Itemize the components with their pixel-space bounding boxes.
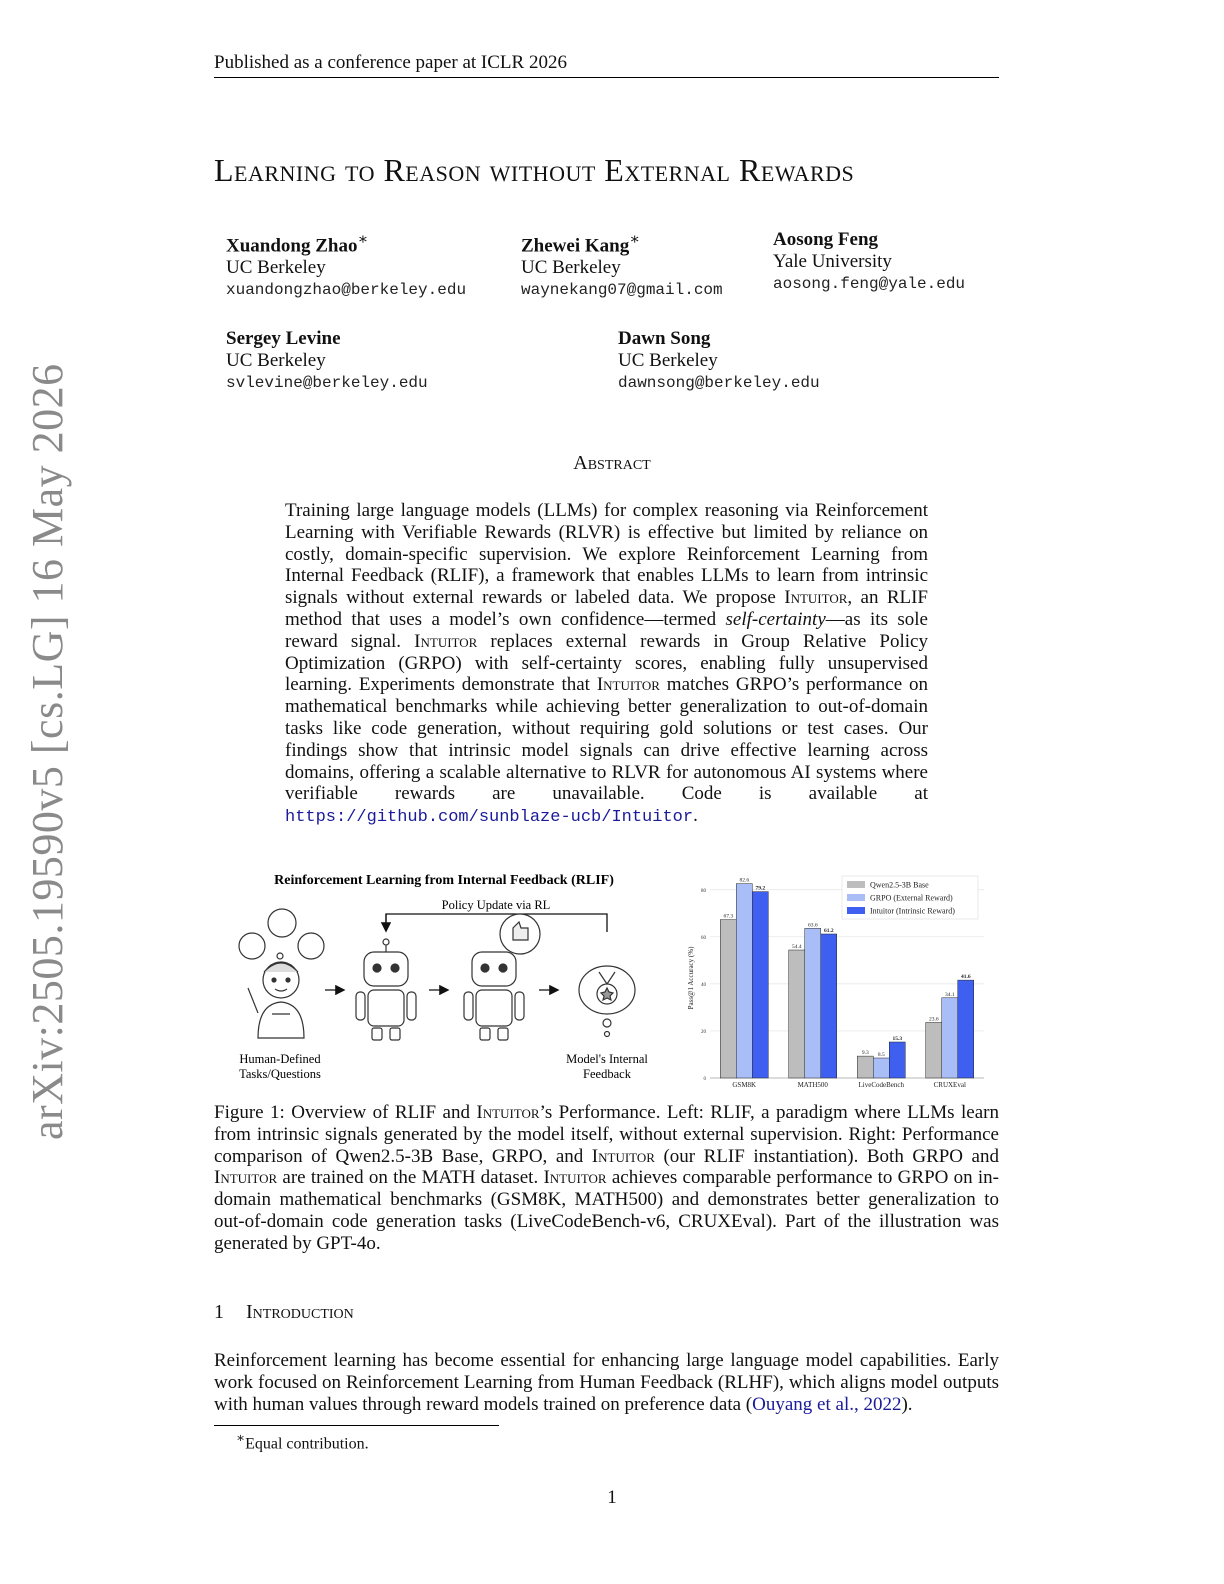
caption-text: Figure 1: Overview of RLIF and [214,1102,477,1123]
x-tick-label: MATH500 [797,1081,828,1089]
bar-value-label: 63.6 [807,922,818,929]
abstract-text: , an RLIF method that uses a model’s own confidence—termed [285,587,928,630]
caption-text: (our RLIF instantiation). Both GRPO and [654,1145,999,1167]
human-label-line-1: Human-Defined [239,1052,321,1066]
human-icon [239,909,324,1038]
author-block-1 [226,229,466,301]
author-affiliation: UC Berkeley [226,257,326,279]
method-name: Intuitor [543,1167,607,1189]
author-block-2 [521,229,723,301]
policy-update-label: Policy Update via RL [441,898,551,912]
equal-contribution-mark: ∗ [629,231,640,248]
bar [873,1058,889,1078]
header-rule [214,77,999,78]
author-affiliation: UC Berkeley [618,350,718,371]
author-email[interactable]: xuandongzhao@berkeley.edu [226,281,467,300]
bar-value-label: 67.3 [723,913,734,920]
intro-text: Reinforcement learning has become essential for enhancing large language model capabilities. Early work focused on Reinforcement Learning from Human Feedback (RLHF), which aligns model outputs with human values through reward models trained on preference data ( [214,1350,999,1415]
paper-title: Learning to Reason without External Rewards [214,152,855,188]
author-block-3 [773,229,965,295]
rlif-illustration [222,868,682,1088]
y-axis-label: Pass@1 Accuracy (%) [687,946,695,1010]
abstract-text: replaces external rewards in Group Relative Policy Optimization (GRPO) with self-certainty scores, enabling fully unsupervised learning. Experiments demonstrate that [285,630,928,696]
bar [821,934,837,1078]
bar-value-label: 15.3 [892,1036,903,1042]
y-tick-label: 20 [701,1029,706,1035]
policy-update-arrow [386,914,607,932]
abstract-text: —as its sole reward signal. [285,608,928,652]
citation-link[interactable]: Ouyang et al., 2022 [752,1393,902,1415]
x-tick-label: GSM8K [732,1081,757,1089]
y-tick-label: 60 [701,935,706,941]
illustration-title: Reinforcement Learning from Internal Feedback (RLIF) [274,873,614,888]
running-header: Published as a conference paper at ICLR 2026 [214,52,567,73]
page-number: 1 [607,1487,617,1508]
bar-value-label: 34.1 [944,991,955,998]
author-name: Dawn Song [618,328,711,349]
bar [926,1022,942,1078]
abstract-text: . [693,805,698,827]
thinking-robot-icon [464,914,540,1040]
abstract-body [285,500,928,829]
author-name: Sergey Levine [226,328,341,349]
author-block-4 [226,328,428,394]
medal-feedback-icon [579,966,635,1037]
y-tick-label: 80 [701,888,706,894]
bar-value-label: 41.6 [960,974,971,981]
method-name: Intuitor [784,587,848,609]
abstract-heading: Abstract [573,452,651,474]
bar-value-label: 23.6 [928,1016,939,1023]
author-email[interactable]: svlevine@berkeley.edu [226,374,428,392]
caption-text: achieves comparable performance to GRPO on in-domain mathematical benchmarks (GSM8K, MATH500) and demonstrates better generalization to out-of-domain code generation tasks (LiveCodeBench-v6, CRUXEval). Part of the illustration was generated by GPT-4o. [214,1167,999,1254]
y-tick-label: 40 [701,982,706,988]
y-tick-label: 0 [703,1077,706,1082]
legend-swatch [847,907,865,914]
feedback-label-line-2: Feedback [583,1067,631,1081]
abstract-text: matches GRPO’s performance on mathematical benchmarks while achieving better generalization to out-of-domain tasks like code generation, without requiring gold solutions or test cases. Our findings show that intrinsic model signals can drive effective learning across domains, offering a scalable alternative to RLVR for autonomous AI systems where verifiable rewards are unavailable. Code is available at [285,674,928,805]
section-title: Introduction [246,1301,354,1323]
x-tick-label: CRUXEval [933,1081,966,1089]
bar-value-label: 79.2 [755,885,766,892]
author-email[interactable]: waynekang07@gmail.com [521,281,723,300]
section-number: 1 [214,1301,224,1323]
author-affiliation: UC Berkeley [226,350,326,371]
legend-swatch [847,894,865,901]
method-name: Intuitor [414,630,478,652]
chart-legend [842,876,978,919]
intro-text: ). [901,1393,913,1415]
bar-value-label: 54.4 [791,944,802,950]
method-name: Intuitor [214,1167,278,1189]
footnote-text: Equal contribution. [245,1435,369,1453]
figure-caption [214,1102,999,1255]
author-name: Aosong Feng [773,229,879,250]
footnote-mark: ∗ [236,1430,246,1445]
footnote [236,1430,369,1453]
robot-icon [356,939,416,1040]
bar [942,998,958,1078]
bar-value-label: 61.2 [823,928,834,934]
author-name: Zhewei Kang [521,235,630,257]
method-name: Intuitor [596,674,660,696]
introduction-paragraph [214,1350,999,1415]
code-repo-link[interactable]: https://github.com/sunblaze-ucb/Intuitor [285,808,694,828]
equal-contribution-mark: ∗ [357,231,369,248]
legend-entry: Intuitor (Intrinsic Reward) [870,906,955,916]
caption-text: are trained on the MATH dataset. [277,1167,544,1189]
author-email[interactable]: aosong.feng@yale.edu [773,275,966,293]
legend-entry: GRPO (External Reward) [870,893,953,903]
arxiv-identifier: arXiv:2505.19590v5 [cs.LG] 16 May 2026 [23,363,72,1140]
performance-bar-chart [684,870,989,1092]
bar-value-label: 8.5 [877,1052,885,1058]
author-affiliation: UC Berkeley [521,257,621,279]
legend-entry: Qwen2.5-3B Base [870,880,929,890]
author-affiliation: Yale University [773,251,892,272]
caption-text: ’s Performance. Left: RLIF, a paradigm where LLMs learn from intrinsic signals generated by the model itself, without external supervision. Right: Performance comparison of Qwen2.5-3B Base, GRPO, and [214,1102,999,1167]
human-label-line-2: Tasks/Questions [239,1067,321,1081]
bar [789,950,805,1078]
abstract-text: Training large language models (LLMs) for complex reasoning via Reinforcement Learning with Verifiable Rewards (RLVR) is effective but limited by reliance on costly, domain-specific supervision. We explore Reinforcement Learning from Internal Feedback (RLIF), a framework that enables LLMs to learn from intrinsic signals without external rewards or labeled data. We propose [285,500,928,609]
method-name: Intuitor [476,1102,540,1123]
author-block-5 [618,328,820,394]
footnote-rule [214,1425,499,1426]
bar [805,928,821,1078]
bar [958,980,974,1078]
bar [720,920,736,1078]
bar [889,1042,905,1078]
author-email[interactable]: dawnsong@berkeley.edu [618,374,820,392]
legend-swatch [847,881,865,888]
emphasis-term: self-certainty [725,608,826,630]
bar-value-label: 82.6 [739,877,750,884]
bar [736,884,752,1078]
author-name: Xuandong Zhao [226,235,358,257]
section-heading [214,1301,354,1324]
x-tick-label: LiveCodeBench [858,1081,904,1089]
bar-value-label: 9.3 [861,1050,869,1057]
method-name: Intuitor [591,1145,655,1167]
feedback-label-line-1: Model's Internal [566,1052,648,1066]
bar [752,892,768,1078]
bar [857,1056,873,1078]
